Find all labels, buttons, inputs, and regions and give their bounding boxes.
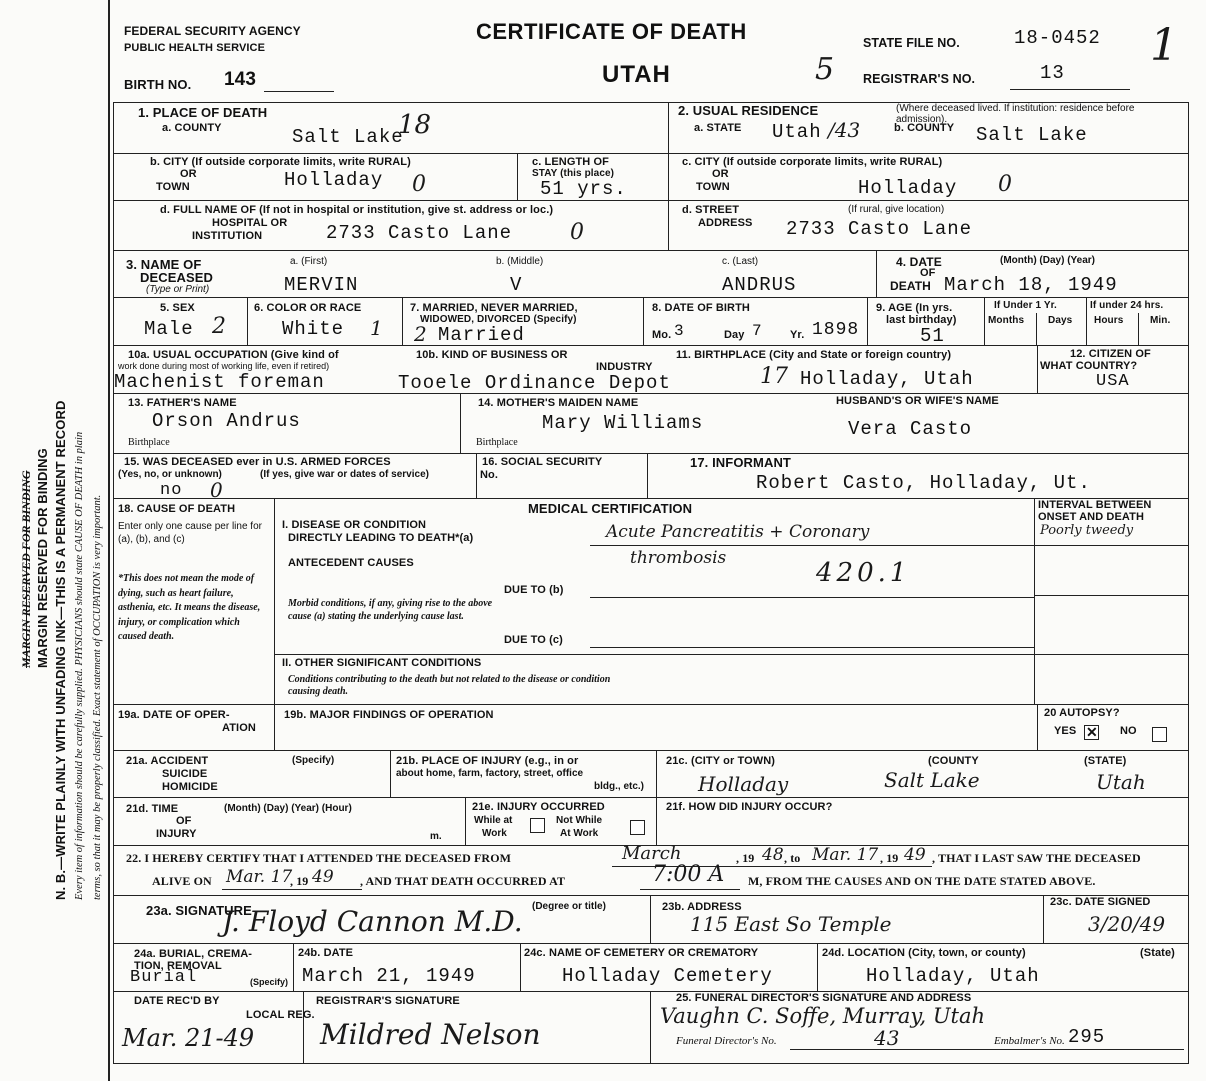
residence-state-label: a. STATE <box>694 122 742 134</box>
operation-date-label: 19a. DATE OF OPER- <box>118 709 230 721</box>
grid-line <box>984 297 985 345</box>
margin-rule <box>108 0 110 1081</box>
form-bottom-border <box>113 1063 1188 1064</box>
dob-year-label: Yr. <box>790 329 805 341</box>
injury-place-label-3: bldg., etc.) <box>594 781 644 792</box>
grid-line <box>647 453 648 498</box>
embalmer-no: 295 <box>1068 1026 1106 1048</box>
grid-line <box>303 991 304 1063</box>
disease-label-2: DIRECTLY LEADING TO DEATH*(a) <box>288 532 474 544</box>
certificate-title: CERTIFICATE OF DEATH <box>476 19 747 44</box>
annotation-corner: 1 <box>1150 20 1178 71</box>
residence-city-label: c. CITY (If outside corporate limits, write RURAL) <box>682 156 943 168</box>
grid-line <box>113 297 1188 298</box>
grid-line <box>1138 313 1139 345</box>
father-label: 13. FATHER'S NAME <box>128 397 237 409</box>
date-received-label-2: LOCAL REG. <box>246 1009 315 1021</box>
mother-label: 14. MOTHER'S MAIDEN NAME <box>478 397 639 409</box>
grid-line <box>1034 654 1188 655</box>
physician-address: 115 East So Temple <box>690 912 892 936</box>
grid-line <box>247 297 248 345</box>
grid-line <box>1043 895 1044 943</box>
dob-month: 3 <box>674 322 685 340</box>
injury-state-label: (STATE) <box>1084 755 1127 767</box>
grid-line <box>274 498 275 704</box>
grid-line <box>817 943 818 991</box>
state-file-label: STATE FILE NO. <box>863 36 960 50</box>
funeral-director-no: 43 <box>874 1026 900 1050</box>
death-county-label: a. COUNTY <box>162 122 222 134</box>
injury-place-label: 21b. PLACE OF INJURY (e.g., in or <box>396 755 579 767</box>
death-city-code: 0 <box>412 172 426 197</box>
business: Tooele Ordinance Depot <box>398 372 671 394</box>
grid-line <box>1036 313 1037 345</box>
injury-time-injury: INJURY <box>156 828 197 840</box>
funeral-director: Vaughn C. Soffe, Murray, Utah <box>660 1004 986 1028</box>
occupation: Machenist foreman <box>114 371 325 393</box>
cause-label: 18. CAUSE OF DEATH <box>118 503 236 515</box>
first-name: MERVIN <box>284 274 359 296</box>
death-city-town: TOWN <box>156 181 190 193</box>
antecedent-label: ANTECEDENT CAUSES <box>288 557 414 569</box>
suicide-label: SUICIDE <box>162 768 208 780</box>
disease-label: I. DISEASE OR CONDITION <box>282 519 427 531</box>
margin-instruction-2: terms, so that it may be properly classified. Exact statement of OCCUPATION is very important. <box>92 494 103 900</box>
certify-line-2 <box>222 889 362 890</box>
grid-line <box>476 453 477 498</box>
citizen-label: 12. CITIZEN OF <box>1070 348 1151 360</box>
date-signed-label: 23c. DATE SIGNED <box>1050 896 1151 908</box>
state-file-no: 18-0452 <box>1014 27 1101 49</box>
age: 51 <box>920 325 945 347</box>
residence-note: (Where deceased lived. If institution: residence before admission). <box>896 103 1135 125</box>
grid-line <box>402 297 403 345</box>
under-24-min: Min. <box>1150 315 1171 326</box>
birthplace: Holladay, Utah <box>800 368 974 390</box>
grid-line <box>113 250 1188 251</box>
informant: Robert Casto, Holladay, Ut. <box>756 472 1091 494</box>
certify-mid-2: , to <box>784 851 801 865</box>
while-at-work-label-2: Work <box>482 828 507 839</box>
residence-state-code: /43 <box>828 118 861 142</box>
residence-state: Utah <box>772 121 822 143</box>
institution-label-2: HOSPITAL OR <box>212 217 288 229</box>
grid-line <box>650 991 651 1063</box>
armed-forces-label-3: (If yes, give war or dates of service) <box>260 469 429 480</box>
armed-forces-code: 0 <box>210 478 223 502</box>
informant-label: 17. INFORMANT <box>690 455 791 470</box>
cause-footnote: *This does not mean the mode of dying, such as heart failure, asthenia, etc. It means the disease, injury, or complication which caused death. <box>118 573 261 642</box>
embalmer-no-label: Embalmer's No. <box>994 1035 1065 1047</box>
grid-line <box>274 704 275 750</box>
while-at-work-label: While at <box>474 815 513 826</box>
under-1-days: Days <box>1048 315 1073 326</box>
alive-on-label: ALIVE ON <box>152 874 212 888</box>
armed-forces: no <box>160 481 183 500</box>
address-label: 23b. ADDRESS <box>662 901 742 913</box>
burial-location-label: 24d. LOCATION (City, town, or county) <box>822 947 1026 959</box>
due-to-c-label: DUE TO (c) <box>504 634 563 646</box>
sex-code: 2 <box>212 314 226 339</box>
injury-time-cols: (Month) (Day) (Year) (Hour) <box>224 803 352 814</box>
grid-line <box>390 750 391 797</box>
death-city-or: OR <box>180 168 197 180</box>
cause-a: Acute Pancreatitis + Coronary <box>606 522 870 542</box>
certify-to-date: Mar. 17 <box>812 845 879 865</box>
certify-text-1: 22. I HEREBY CERTIFY THAT I ATTENDED THE DECEASED FROM <box>126 851 512 865</box>
occupation-label-2: work done during most of working life, even if retired) <box>118 361 330 371</box>
residence-street-label: d. STREET <box>682 204 740 216</box>
accident-specify: (Specify) <box>292 755 335 766</box>
spouse-name: Vera Casto <box>848 418 973 440</box>
institution: 2733 Casto Lane <box>326 222 513 244</box>
homicide-label: HOMICIDE <box>162 781 218 793</box>
autopsy-no-checkbox[interactable] <box>1152 727 1167 742</box>
certify-text-3: , AND THAT DEATH OCCURRED AT <box>360 874 566 888</box>
birth-no-label: BIRTH NO. <box>124 77 192 92</box>
funeral-director-no-label: Funeral Director's No. <box>676 1035 777 1047</box>
last-name: ANDRUS <box>722 274 797 296</box>
race-label: 6. COLOR OR RACE <box>254 302 362 314</box>
injury-city: Holladay <box>698 772 789 796</box>
form-left-border <box>113 102 114 1064</box>
injury-occurred-label: 21e. INJURY OCCURRED <box>472 801 605 813</box>
cause-a-line <box>590 545 1034 546</box>
death-city-label: b. CITY (If outside corporate limits, write RURAL) <box>150 156 411 168</box>
injury-place-label-2: about home, farm, factory, street, office <box>396 768 584 779</box>
findings-label: 19b. MAJOR FINDINGS OF OPERATION <box>284 709 494 721</box>
injury-state: Utah <box>1096 770 1146 794</box>
birth-no: 143 <box>224 69 257 90</box>
name-label-2: DECEASED <box>140 270 214 285</box>
certify-mid-1: , 19 <box>736 851 755 865</box>
father-birthplace-label: Birthplace <box>128 437 170 448</box>
accident-label: 21a. ACCIDENT <box>126 755 209 767</box>
margin-nb: N. B.—WRITE PLAINLY WITH UNFADING INK—THIS IS A PERMANENT RECORD <box>53 400 68 900</box>
business-label-2: INDUSTRY <box>596 361 653 373</box>
form-right-border <box>1188 102 1189 1064</box>
date-of-death: March 18, 1949 <box>944 274 1118 296</box>
name-label: 3. NAME OF <box>126 257 202 272</box>
middle-name: V <box>510 274 523 296</box>
grid-line <box>876 250 877 297</box>
registrar-no-line <box>1010 89 1130 90</box>
residence-city-code: 0 <box>998 172 1012 197</box>
injury-time-m: m. <box>430 831 442 842</box>
armed-forces-label-2: (Yes, no, or unknown) <box>118 469 222 480</box>
birthplace-label: 11. BIRTHPLACE (City and State or foreign country) <box>676 349 952 361</box>
grid-line <box>113 345 1188 346</box>
grid-line <box>113 943 1188 944</box>
autopsy-yes-mark: ✕ <box>1086 724 1098 740</box>
institution-label: d. FULL NAME OF (If not in hospital or institution, give st. address or loc.) <box>160 204 554 216</box>
physician-signature: J. Floyd Cannon M.D. <box>222 905 523 938</box>
residence-city-town: TOWN <box>696 181 730 193</box>
date-of-death-death: DEATH <box>890 279 931 293</box>
grid-line <box>465 797 466 845</box>
grid-line <box>1037 704 1038 750</box>
occupation-label: 10a. USUAL OCCUPATION (Give kind of <box>128 349 339 361</box>
certify-mid-4: , 19 <box>290 874 309 888</box>
social-security-label: 16. SOCIAL SECURITY <box>482 456 603 468</box>
injury-county-label: (COUNTY <box>928 755 979 767</box>
injury-time-label: 21d. TIME <box>126 803 179 815</box>
mother-birthplace-label: Birthplace <box>476 437 518 448</box>
not-while-label-2: At Work <box>560 828 599 839</box>
residence-county-label: b. COUNTY <box>894 122 955 134</box>
date-received-label: DATE REC'D BY <box>134 995 220 1007</box>
father-name: Orson Andrus <box>152 410 301 432</box>
burial-method: Burial <box>130 968 198 987</box>
residence-street: 2733 Casto Lane <box>786 218 973 240</box>
dob-day-label: Day <box>724 329 745 341</box>
degree-label: (Degree or title) <box>532 901 606 912</box>
age-label: 9. AGE (In yrs. <box>876 302 953 314</box>
first-name-label: a. (First) <box>290 256 328 267</box>
certify-line-3 <box>640 889 740 890</box>
injury-time-of: OF <box>176 815 192 827</box>
death-county-code: 18 <box>398 110 432 140</box>
state-name: UTAH <box>602 61 671 88</box>
under-1-label: If Under 1 Yr. <box>994 300 1057 311</box>
margin-reserved-struck: MARGIN RESERVED FOR BINDING <box>19 470 33 668</box>
alive-on-year: 49 <box>312 867 334 887</box>
margin-reserved: MARGIN RESERVED FOR BINDING <box>35 448 50 668</box>
grid-line <box>1034 545 1188 546</box>
sex-label: 5. SEX <box>160 302 195 314</box>
death-county: Salt Lake <box>292 126 404 148</box>
dob-label: 8. DATE OF BIRTH <box>652 302 750 314</box>
death-city: Holladay <box>284 169 384 191</box>
cause-b-line <box>590 597 1034 598</box>
certify-to-year: 49 <box>904 845 926 865</box>
under-24-label: If under 24 hrs. <box>1090 300 1164 311</box>
marital-status: Married <box>438 324 525 346</box>
cemetery: Holladay Cemetery <box>562 965 773 987</box>
funeral-director-label: 25. FUNERAL DIRECTOR'S SIGNATURE AND ADDRESS <box>676 992 972 1004</box>
grid-line <box>668 102 669 250</box>
autopsy-yes-label: YES <box>1054 725 1077 737</box>
residence-street-note: (If rural, give location) <box>848 204 945 215</box>
certify-from-month: March <box>622 843 682 864</box>
medical-heading: MEDICAL CERTIFICATION <box>528 501 693 516</box>
social-security-no: No. <box>480 469 499 481</box>
certify-mid-3: , 19 <box>880 851 899 865</box>
grid-line <box>867 297 868 345</box>
registrar-no-label: REGISTRAR'S NO. <box>863 72 976 86</box>
mother-name: Mary Williams <box>542 412 704 434</box>
autopsy-no-label: NO <box>1120 725 1137 737</box>
grid-line <box>1086 297 1087 345</box>
other-conditions-note: Conditions contributing to the death but not related to the disease or condition causing death. <box>288 674 611 697</box>
armed-forces-label: 15. WAS DECEASED ever in U.S. ARMED FORCES <box>124 456 391 468</box>
interval: Poorly tweedy <box>1040 523 1134 538</box>
certify-text-4: M, FROM THE CAUSES AND ON THE DATE STATED ABOVE. <box>748 874 1096 888</box>
residence-label: 2. USUAL RESIDENCE <box>678 103 819 118</box>
grid-line <box>1037 345 1038 393</box>
cause-a-2: thrombosis <box>630 548 727 568</box>
not-while-label: Not While <box>556 815 603 826</box>
service: PUBLIC HEALTH SERVICE <box>124 42 266 54</box>
business-label: 10b. KIND OF BUSINESS OR <box>416 349 568 361</box>
birthplace-code: 17 <box>760 364 788 389</box>
how-injury-label: 21f. HOW DID INJURY OCCUR? <box>666 801 833 813</box>
residence-city: Holladay <box>858 177 958 199</box>
stay-label: c. LENGTH OF <box>532 156 609 168</box>
race: White <box>282 318 345 340</box>
dob-year: 1898 <box>812 320 860 340</box>
certify-text-2: , THAT I LAST SAW THE DECEASED <box>932 851 1141 865</box>
date-of-death-label: 4. DATE <box>896 255 942 269</box>
burial-location-state-label: (State) <box>1140 947 1175 959</box>
due-to-b-label: DUE TO (b) <box>504 584 564 596</box>
annotation-state: 5 <box>815 52 835 87</box>
burial-date-label: 24b. DATE <box>298 947 354 959</box>
grid-line <box>650 895 651 943</box>
grid-line <box>293 943 294 991</box>
residence-city-or: OR <box>712 168 729 180</box>
grid-line <box>113 797 1188 798</box>
stay: 51 yrs. <box>540 178 627 200</box>
registrar-no: 13 <box>1040 62 1065 84</box>
grid-line <box>517 153 518 200</box>
cause-note: Enter only one cause per line for (a), (b), and (c) <box>118 521 262 545</box>
citizen: USA <box>1096 372 1130 391</box>
injury-county: Salt Lake <box>884 768 980 792</box>
birth-no-line <box>264 91 334 92</box>
residence-county: Salt Lake <box>976 124 1088 146</box>
date-received: Mar. 21-49 <box>122 1024 255 1052</box>
while-at-work-checkbox[interactable] <box>530 818 545 833</box>
date-signed: 3/20/49 <box>1088 912 1166 936</box>
margin-instruction-1: Every item of information should be carefully supplied. PHYSICIANS should state CAUSE OF DEATH in plain <box>74 431 85 900</box>
under-1-months: Months <box>988 315 1025 326</box>
place-of-death-label: 1. PLACE OF DEATH <box>138 105 268 120</box>
grid-line <box>113 750 1188 751</box>
date-of-death-of: OF <box>920 267 936 279</box>
dob-month-label: Mo. <box>652 329 672 341</box>
cemetery-label: 24c. NAME OF CEMETERY OR CREMATORY <box>524 947 759 959</box>
grid-line <box>113 453 1188 454</box>
last-name-label: c. (Last) <box>722 256 759 267</box>
autopsy-label: 20 AUTOPSY? <box>1044 707 1120 719</box>
interval-label-2: ONSET AND DEATH <box>1038 511 1144 523</box>
registrar-signature: Mildred Nelson <box>320 1018 541 1051</box>
institution-code: 0 <box>570 220 584 245</box>
grid-line <box>275 654 1034 655</box>
burial-label: 24a. BURIAL, CREMA- <box>134 948 253 960</box>
grid-line <box>1034 498 1035 704</box>
marital-label-2: WIDOWED, DIVORCED (Specify) <box>420 314 577 325</box>
age-label-2: last birthday) <box>886 314 957 326</box>
cause-c-line <box>590 647 1034 648</box>
not-while-checkbox[interactable] <box>630 820 645 835</box>
registrar-signature-label: REGISTRAR'S SIGNATURE <box>316 995 460 1007</box>
alive-on-date: Mar. 17 <box>226 867 293 887</box>
marital-label: 7. MARRIED, NEVER MARRIED, <box>410 302 578 314</box>
name-label-3: (Type or Print) <box>146 284 210 295</box>
grid-line <box>460 393 461 453</box>
dob-day: 7 <box>752 322 763 340</box>
grid-line <box>1034 595 1188 596</box>
under-24-hours: Hours <box>1094 315 1124 326</box>
race-code: 1 <box>370 316 383 340</box>
funeral-no-line <box>790 1049 1184 1050</box>
date-of-death-cols: (Month) (Day) (Year) <box>1000 255 1095 266</box>
stay-label-2: STAY (this place) <box>532 168 615 179</box>
autopsy-yes-checkbox[interactable] <box>1084 725 1099 740</box>
morbid-note: Morbid conditions, if any, giving rise to the above cause (a) stating the underlying cause last. <box>288 598 493 622</box>
burial-label-2: TION, REMOVAL <box>134 960 222 972</box>
agency: FEDERAL SECURITY AGENCY <box>124 24 301 38</box>
cause-code: 420.1 <box>816 558 911 588</box>
spouse-label: HUSBAND'S OR WIFE'S NAME <box>836 395 999 407</box>
signature-label: 23a. SIGNATURE <box>146 903 252 918</box>
burial-specify: (Specify) <box>250 977 289 987</box>
operation-date-label-2: ATION <box>222 722 256 734</box>
institution-label-3: INSTITUTION <box>192 230 263 242</box>
death-time: 7:00 A <box>652 862 725 887</box>
grid-line <box>520 943 521 991</box>
certify-from-year: 48 <box>762 845 784 865</box>
marital-code: 2 <box>414 322 427 346</box>
citizen-label-2: WHAT COUNTRY? <box>1040 360 1138 372</box>
grid-line <box>113 153 1188 154</box>
grid-line <box>643 297 644 345</box>
burial-date: March 21, 1949 <box>302 965 476 987</box>
burial-location: Holladay, Utah <box>866 965 1040 987</box>
sex: Male <box>144 318 194 340</box>
residence-street-label-2: ADDRESS <box>698 217 753 229</box>
interval-label: INTERVAL BETWEEN <box>1038 499 1152 511</box>
middle-name-label: b. (Middle) <box>496 256 544 267</box>
grid-line <box>113 200 1188 201</box>
other-conditions-label: II. OTHER SIGNIFICANT CONDITIONS <box>282 657 482 669</box>
injury-city-label: 21c. (CITY or TOWN) <box>666 755 776 767</box>
